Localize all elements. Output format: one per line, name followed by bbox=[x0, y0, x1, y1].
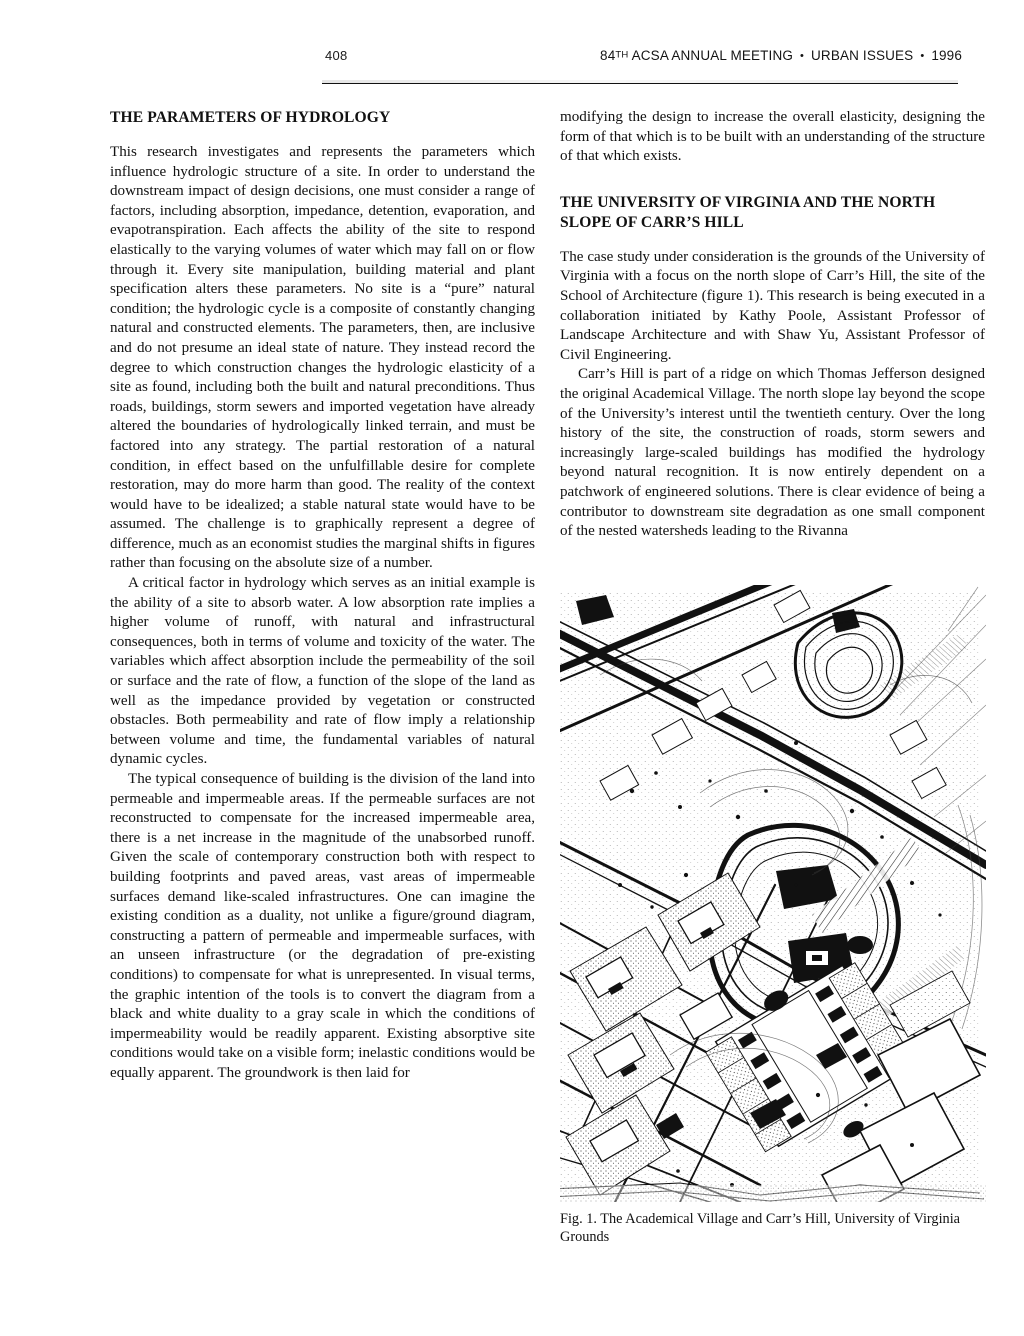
left-column bbox=[110, 108, 535, 1084]
meeting-number: 84 bbox=[600, 48, 616, 63]
header-separator-1: • bbox=[800, 49, 805, 62]
figure-1 bbox=[560, 585, 986, 1246]
page-number: 408 bbox=[325, 48, 348, 63]
header-separator-2: • bbox=[920, 49, 925, 62]
running-head bbox=[0, 48, 1024, 72]
paragraph: This research investigates and represents the parameters which influence hydrologic structure of a site. In order to understand the downstream impact of design decisions, one must consider a range of factors, including absorption, impedance, detention, evaporation, and evapotranspiration. Each affects the ability of the site to respond elastically to the varying volumes of water which may fall on or flow through it. Every site manipulation, building material and plant specification alters these parameters. No site is a “pure” natural condition; the hydrologic cycle is a composite of constantly changing natural and constructed elements. The parameters, then, are inclusive and do not presume an ideal state of nature. They instead record the degree to which construction changes the hydrologic elasticity of a site as found, including both the built and natural preconditions. Thus roads, buildings, storm sewers and imported vegetation have already altered the boundaries of hydrologically linked terrain, and must be factored into any strategy. The partial restoration of a natural condition, in effect based on the unfulfillable desire for complete restoration, may do more harm than good. The reality of the context would have to be idealized; a stable natural state would have to be assumed. The challenge is to graphically represent a degree of difference, much as an economist studies the marginal shifts in figures rather than focusing on the absolute size of a number. bbox=[110, 144, 535, 572]
running-head-right bbox=[600, 48, 962, 63]
meeting-number-suffix: TH bbox=[615, 49, 629, 61]
section-heading-university-of-virginia: THE UNIVERSITY OF VIRGINIA AND THE NORTH SLOPE OF CARR’S HILL bbox=[560, 193, 936, 231]
figure-caption bbox=[560, 1210, 986, 1246]
paragraph: The case study under consideration is the grounds of the University of Virginia with a focus on the north slope of Carr’s Hill, the site of the School of Architecture (figure 1). This research is being executed in a collaboration initiated by Kathy Poole, Assistant Professor of Landscape Architecture and with Shaw Yu, Assistant Professor of Civil Engineering. bbox=[560, 248, 985, 363]
figure-caption-text: The Academical Village and Carr’s Hill, University of Virginia Grounds bbox=[560, 1211, 961, 1245]
section-heading-parameters-of-hydrology: THE PARAMETERS OF HYDROLOGY bbox=[110, 109, 391, 126]
paragraph-continuation: modifying the design to increase the overall elasticity, designing the form of that which is to be built with an understanding of the structure of that which exists. bbox=[560, 109, 985, 165]
header-rule bbox=[322, 83, 958, 84]
figure-image-site-plan bbox=[560, 585, 986, 1202]
paragraph: A critical factor in hydrology which serves as an initial example is the ability of a site to absorb water. A low absorption rate implies a higher volume of runoff, with natural and infrastructural consequences, both in terms of volume and toxicity of the water. The variables which affect absorption include the permeability of the soil or surface and the rate of flow, a function of the slope of the land as well as the impedance provided by vegetation or constructed obstacles. Both permeability and rate of flow imply a relationship between volume and time, the fundamental variables of natural dynamic cycles. bbox=[110, 575, 535, 768]
figure-label: Fig. 1. bbox=[560, 1211, 597, 1227]
track-name: URBAN ISSUES bbox=[811, 48, 914, 63]
year: 1996 bbox=[931, 48, 962, 63]
paragraph: Carr’s Hill is part of a ridge on which Thomas Jefferson designed the original Academical Village. The north slope lay beyond the scope of the University’s interest until the twentieth century. Over the long history of the site, the construction of roads, storm sewers and increasingly large-scaled buildings has modified the hydrology beyond natural recognition. It is now entirely dependent on a patchwork of engineered solutions. There is clear evidence of being a contributor to downstream site degradation as one small component of the nested watersheds leading to the Rivanna bbox=[560, 366, 985, 540]
meeting-name: ACSA ANNUAL MEETING bbox=[628, 48, 793, 63]
right-column bbox=[560, 108, 985, 542]
paragraph: The typical consequence of building is the division of the land into permeable and impermeable areas. If the permeable surfaces are not reconstructed to compensate for the increased impermeable area, there is a net increase in the magnitude of the unabsorbed runoff. Given the scale of contemporary construction both with respect to building footprints and paved areas, vast areas of impermeable surfaces demand like-scaled infrastructures. One can imagine the existing condition as a duality, not unlike a figure/ground diagram, constructing a pattern of permeable and impermeable surfaces, with an unseen infrastructure (or the degradation of pre-existing conditions) to compensate for what is unrepresented. In visual terms, the graphic intention of the tools is to convert the diagram from a black and white duality to a gray scale in which the conditions of impermeability would be readily apparent. Existing absorptive site conditions would take on a visible form; inelastic conditions would be equally apparent. The groundwork is then laid for bbox=[110, 771, 535, 1081]
